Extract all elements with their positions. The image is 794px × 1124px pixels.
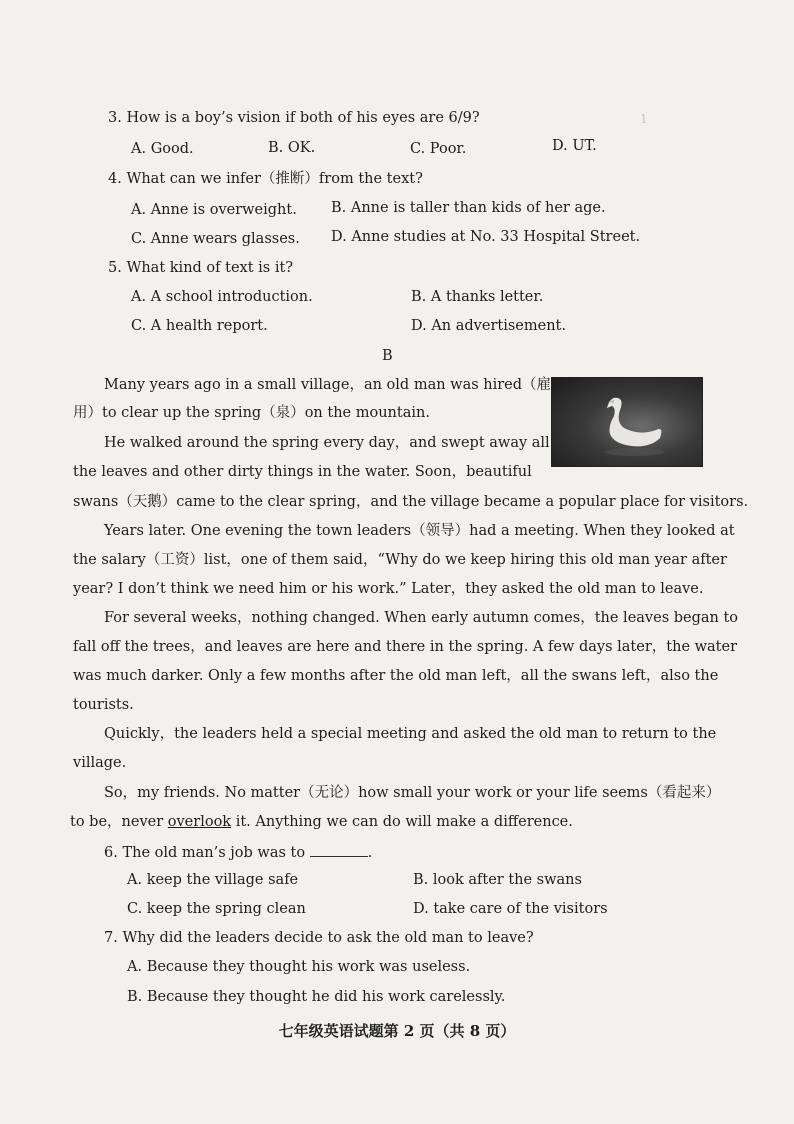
passage-line-9: For several weeks，nothing changed. When early autumn comes，the leaves began to	[104, 610, 739, 626]
passage-line-2: 用）to clear up the spring（泉）on the mountain.	[73, 405, 430, 421]
show-through-text: 1	[640, 112, 648, 126]
question-6-option-b: B. look after the swans	[413, 872, 582, 888]
page-footer: 七年级英语试题第 2 页（共 8 页）	[278, 1022, 516, 1040]
passage-line-16-end: it. Anything we can do will make a difference.	[231, 814, 573, 830]
question-5-option-d: D. An advertisement.	[411, 318, 566, 334]
question-7-stem: 7. Why did the leaders decide to ask the old man to leave?	[104, 930, 534, 946]
passage-line-11: was much darker. Only a few months after the old man left，all the swans left，also the	[73, 668, 719, 684]
passage-line-15: So，my friends. No matter（无论）how small your work or your life seems（看起来）	[104, 785, 721, 801]
passage-line-10: fall off the trees，and leaves are here and there in the spring. A few days later，the water	[73, 639, 738, 655]
question-6-stem	[104, 844, 372, 861]
section-label: B	[382, 348, 393, 364]
question-3-option-a: A. Good.	[131, 141, 194, 157]
passage-line-4: the leaves and other dirty things in the water. Soon，beautiful	[73, 464, 532, 480]
answer-blank	[310, 844, 368, 857]
passage-line-14: village.	[73, 755, 127, 771]
question-6-stem-end: .	[367, 845, 373, 861]
question-4-option-b: B. Anne is taller than kids of her age.	[331, 200, 606, 216]
passage-line-7: the salary（工资）list，one of them said，“Why do we keep hiring this old man year after	[73, 552, 727, 568]
question-5-option-c: C. A health report.	[131, 318, 268, 334]
question-4-option-a: A. Anne is overweight.	[131, 202, 297, 218]
question-4-option-c: C. Anne wears glasses.	[131, 231, 300, 247]
question-5-option-b: B. A thanks letter.	[411, 289, 544, 305]
underlined-word: overlook	[167, 814, 232, 830]
question-3-option-b: B. OK.	[268, 140, 316, 156]
question-5-stem: 5. What kind of text is it?	[108, 260, 294, 276]
question-6-option-d: D. take care of the visitors	[413, 901, 608, 917]
question-4-option-d: D. Anne studies at No. 33 Hospital Street.	[331, 229, 641, 245]
question-6-stem-text: 6. The old man’s job was to	[104, 845, 306, 861]
passage-line-16	[70, 815, 573, 830]
passage-line-1: Many years ago in a small village，an old man was hired（雇	[104, 377, 552, 393]
question-7-option-a: A. Because they thought his work was useless.	[127, 959, 471, 975]
passage-line-6: Years later. One evening the town leaders（领导）had a meeting. When they looked at	[104, 523, 735, 539]
question-6-option-a: A. keep the village safe	[127, 872, 299, 888]
passage-line-3: He walked around the spring every day，and swept away all	[104, 435, 550, 451]
swan-photo	[551, 377, 703, 467]
question-3-option-d: D. UT.	[552, 138, 597, 154]
swan-illustration	[552, 378, 702, 466]
passage-line-12: tourists.	[73, 697, 134, 713]
passage-line-5: swans（天鹅）came to the clear spring，and the village became a popular place for visitors.	[73, 494, 749, 510]
question-6-option-c: C. keep the spring clean	[127, 901, 306, 917]
question-7-option-b: B. Because they thought he did his work carelessly.	[127, 989, 506, 1005]
question-3-option-c: C. Poor.	[410, 141, 467, 157]
question-3-stem: 3. How is a boy’s vision if both of his eyes are 6/9?	[108, 110, 480, 126]
passage-line-8: year? I don’t think we need him or his work.” Later，they asked the old man to leave.	[73, 581, 704, 597]
passage-line-16-start: to be，never	[70, 814, 168, 830]
passage-line-13: Quickly，the leaders held a special meeting and asked the old man to return to the	[104, 726, 717, 742]
question-4-stem: 4. What can we infer（推断）from the text?	[108, 171, 423, 187]
question-5-option-a: A. A school introduction.	[131, 289, 313, 305]
